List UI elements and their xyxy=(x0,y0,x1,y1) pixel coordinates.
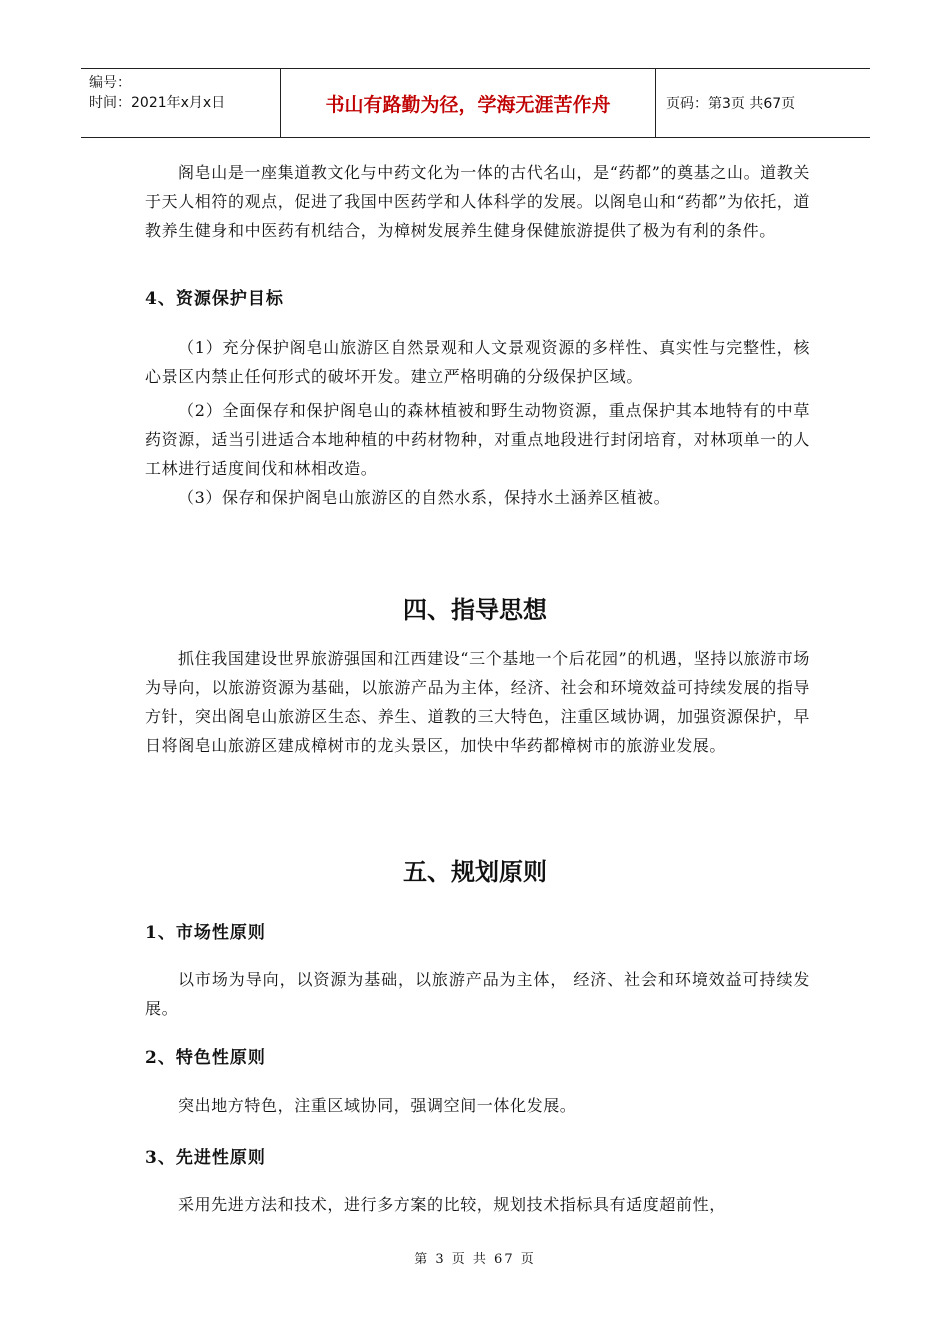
heading-advanced-principle: 3、先进性原则 xyxy=(145,1148,266,1168)
paragraph-guiding-ideology: 抓住我国建设世界旅游强国和江西建设“三个基地一个后花园”的机遇，坚持以旅游市场为导向，以旅游资源为基础，以旅游产品为主体，经济、社会和环境效益可持续发展的指导方针，突出阁皂山旅游区生态、养生、道教的三大特色，注重区域协调，加强资源保护，早日将阁皂山旅游区建成樟树市的龙头景区，加快中华药都樟树市的旅游业发展。 xyxy=(145,649,810,755)
paragraph-feature-principle: 突出地方特色，注重区域协同，强调空间一体化发展。 xyxy=(178,1096,577,1115)
document-number-label: 编号： xyxy=(89,75,131,91)
paragraph-advanced-principle: 采用先进方法和技术，进行多方案的比较，规划技术指标具有适度超前性， xyxy=(178,1195,726,1214)
page-footer: 第 3 页 共 67 页 xyxy=(414,1252,536,1267)
heading-feature-principle: 2、特色性原则 xyxy=(145,1048,266,1068)
page-header xyxy=(81,68,870,138)
paragraph-protection-2: （2）全面保存和保护阁皂山的森林植被和野生动物资源，重点保护其本地特有的中草药资源，适当引进适合本地种植的中药材物种，对重点地段进行封闭培育，对林项单一的人工林进行适度间伐和林相改造。 xyxy=(145,401,810,478)
paragraph-protection-1: （1）充分保护阁皂山旅游区自然景观和人文景观资源的多样性、真实性与完整性，核心景区内禁止任何形式的破坏开发。建立严格明确的分级保护区域。 xyxy=(145,338,810,386)
header-motto: 书山有路勤为径，学海无涯苦作舟 xyxy=(281,69,656,137)
paragraph-intro: 阁皂山是一座集道教文化与中药文化为一体的古代名山，是“药都”的奠基之山。道教关于天人相符的观点，促进了我国中医药学和人体科学的发展。以阁皂山和“药都”为依托，道教养生健身和中医药有机结合，为樟树发展养生健身保健旅游提供了极为有利的条件。 xyxy=(145,163,810,240)
document-date-label: 时间：2021年x月x日 xyxy=(89,95,226,111)
paragraph-protection-3: （3）保存和保护阁皂山旅游区的自然水系，保持水土涵养区植被。 xyxy=(178,488,671,507)
paragraph-market-principle: 以市场为导向，以资源为基础，以旅游产品为主体， 经济、社会和环境效益可持续发展。 xyxy=(145,970,810,1018)
header-page-info: 页码：第3页 共67页 xyxy=(666,96,796,112)
section-title-planning-principles: 五、规划原则 xyxy=(403,858,547,886)
header-meta xyxy=(81,69,281,137)
heading-resource-protection: 4、资源保护目标 xyxy=(145,289,284,309)
section-title-guiding-ideology: 四、指导思想 xyxy=(403,596,547,624)
heading-market-principle: 1、市场性原则 xyxy=(145,923,266,943)
